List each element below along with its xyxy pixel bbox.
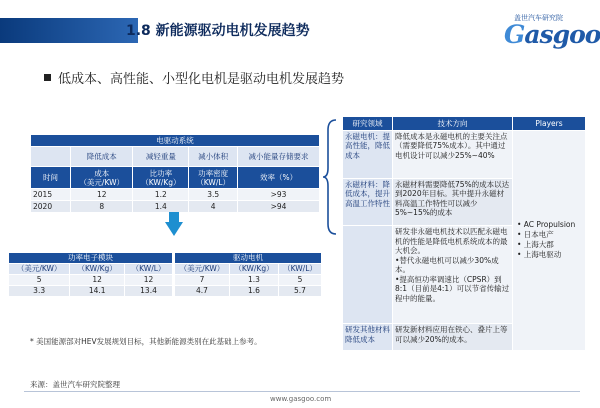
table-row: 5 12 12 (9, 275, 173, 286)
table-row: 2020 8 1.4 4 >94 (31, 201, 320, 213)
goal-cell: 降低成本 (71, 147, 133, 167)
player-item: • 上海大郡 (517, 240, 554, 250)
table-row: 研发非永磁电机技术以匹配永磁电机的性能是降低电机系统成本的最大机会。 •替代永磁电机可以减少30%成本。 •提高恒功率调速比（CPSR）到8:1（目前是4:1）可以节省传输过程中的能量。 (343, 226, 586, 324)
player-item: • 上海电驱动 (517, 250, 562, 260)
goal-cell: 减小能量存储要求 (238, 147, 320, 167)
table-row: 3.3 14.1 13.4 (9, 286, 173, 297)
header-accent-bar (0, 18, 138, 43)
goal-cell: 减轻重量 (133, 147, 189, 167)
gasgoo-logo: Gasgoo (504, 20, 600, 49)
drive-motor-table: 驱动电机 （美元/KW） （KW/Kg） （KW/L） 7 1.3 5 4.7 1.6 5.7 (174, 252, 322, 297)
motor-system-title: 电驱动系统 (31, 135, 320, 147)
website-url: www.gasgoo.com (270, 395, 332, 403)
drive-motor-title: 驱动电机 (175, 253, 322, 264)
player-item: • AC Propulsion (517, 220, 576, 230)
footer-divider (24, 391, 580, 392)
table-row: 永磁电机：提高性能，降低成本 降低成本是永磁电机的主要关注点（需要降低75%成本）。其中通过电机设计可以减少25%~40% • AC Propulsion • 日本电产 • 上海大郡 • 上海电驱动 (343, 130, 586, 178)
page-title: 1.8 新能源驱动电机发展趋势 (126, 23, 310, 39)
metric-header: 成本 （美元/KW） (71, 167, 133, 189)
logo-caption: 盖世汽车研究院 (514, 14, 563, 22)
slide-subtitle: 低成本、高性能、小型化电机是驱动电机发展趋势 (58, 72, 345, 87)
table-row: 7 1.3 5 (175, 275, 322, 286)
motor-system-table (30, 134, 320, 213)
metric-header: 功率密度 （KW/L） (189, 167, 238, 189)
arrow-down-head-icon (165, 222, 183, 236)
bullet-square-icon (44, 74, 51, 81)
table-row: 永磁材料：降低成本，提升高温工作特性 永磁材料需要降低75%的成本以达到2020年目标。其中提升永磁材料高温工作特性可以减少5%~15%的成本 (343, 178, 586, 226)
footnote: * 美国能源部对HEV发展规划目标，其他新能源类别在此基础上参考。 (30, 337, 262, 346)
metric-header: 比功率 （KW/Kg） (133, 167, 189, 189)
table-row: 研发其他材料降低成本 研发新材料应用在铁心、叠片上等可以减少20%的成本。 (343, 324, 586, 351)
time-header: 时间 (31, 167, 71, 189)
metric-header: 效率（%） (238, 167, 320, 189)
bracket-connector-icon (322, 118, 338, 236)
goal-cell: 减小体积 (189, 147, 238, 167)
research-table: 研究领域 技术方向 Players 永磁电机：提高性能，降低成本 降低成本是永磁电机的主要关注点（需要降低75%成本）。其中通过电机设计可以减少25%~40% • AC Propulsion • 日本电产 • 上海大郡 • 上海电驱动 永磁材料：降低成本，提升高温工作特性 永磁材料需要降低75%的成本以达到2020年目标。其中提升永磁材料高温工作特性可以减少5%~15%的成本 研发非永磁电机技术以匹配永磁电机的性能是降低电机系统成本的最大机会。 •替代永磁电机可以减少30%成本。 •提高恒功率调速比（CPSR）到8:1（目前是4:1）可以节省传输过程中的能量。 研发其他材料降低成本 研发新材料应用在铁心、叠片上等可以减少20%的成本。 (342, 116, 586, 351)
players-cell (513, 130, 586, 350)
table-row: 4.7 1.6 5.7 (175, 286, 322, 297)
table-row: 2015 12 1.2 3.5 >93 (31, 189, 320, 201)
source-text: 来源：盖世汽车研究院整理 (30, 380, 120, 389)
power-module-title: 功率电子模块 (9, 253, 173, 264)
power-module-table: 功率电子模块 （美元/KW） （KW/Kg） （KW/L） 5 12 12 3.3 14.1 13.4 (8, 252, 173, 297)
player-item: • 日本电产 (517, 230, 554, 240)
